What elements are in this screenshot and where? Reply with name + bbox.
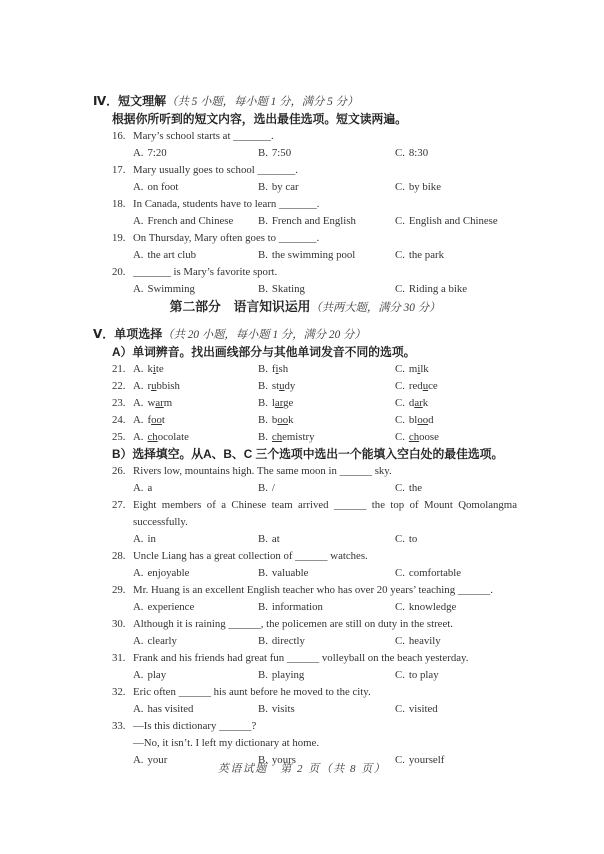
option-a <box>133 179 258 196</box>
option-a <box>133 429 258 446</box>
question-block <box>93 128 517 162</box>
option-text: fish <box>271 363 289 375</box>
option-c <box>395 633 517 650</box>
question-block <box>93 196 517 230</box>
option-label: B. <box>258 147 268 159</box>
option-row <box>93 599 517 616</box>
option-label: B. <box>258 431 268 443</box>
option-label: B. <box>258 482 268 494</box>
option-b <box>258 633 395 650</box>
option-text: information <box>271 601 323 613</box>
option-c <box>395 395 517 412</box>
option-text: Skating <box>271 283 305 295</box>
question-number <box>112 633 133 650</box>
option-c <box>395 361 517 378</box>
option-text: milk <box>408 363 429 375</box>
option-text: play <box>147 669 167 681</box>
option-c <box>395 429 517 446</box>
option-text: the swimming pool <box>271 249 356 261</box>
option-text: English and Chinese <box>408 215 498 227</box>
question-number: 27. <box>112 499 126 511</box>
page-footer: 英语试题 第 2 页（共 8 页） <box>217 763 387 775</box>
option-text: in <box>147 533 156 545</box>
option-text: dark <box>408 397 429 409</box>
option-c <box>395 599 517 616</box>
question-line <box>93 684 517 701</box>
option-a <box>133 480 258 497</box>
question-number <box>112 281 133 298</box>
option-text: rubbish <box>147 380 180 392</box>
option-label: A. <box>133 397 144 409</box>
part2-score-note: （共两大题，满分 30 分） <box>310 302 441 314</box>
option-c <box>395 213 517 230</box>
option-b <box>258 429 395 446</box>
section5-heading <box>93 326 517 344</box>
question-line: —No, it isn’t. I left my dictionary at home. <box>133 737 320 749</box>
option-label: C. <box>395 635 405 647</box>
option-label: B. <box>258 567 268 579</box>
question-text: Mr. Huang is an excellent English teacher who has over 20 years’ teaching ______. <box>133 584 493 596</box>
option-c <box>395 281 517 298</box>
option-text: kite <box>147 363 164 375</box>
option-text: your <box>147 754 168 766</box>
option-text: enjoyable <box>147 567 190 579</box>
part2-title: 第二部分 语言知识运用 <box>169 299 311 314</box>
option-c <box>395 412 517 429</box>
option-a <box>133 247 258 264</box>
question-block <box>93 650 517 684</box>
option-text: Riding a bike <box>408 283 468 295</box>
option-label: C. <box>395 147 405 159</box>
question-line <box>93 128 517 145</box>
option-label: C. <box>395 397 405 409</box>
option-label: A. <box>133 703 144 715</box>
question-number: 33. <box>112 720 126 732</box>
question-text: Mary usually goes to school _______. <box>133 164 298 176</box>
question-number: 29. <box>112 584 126 596</box>
question-line <box>93 548 517 565</box>
option-label: A. <box>133 181 144 193</box>
option-text: / <box>271 482 275 494</box>
phonetic-questions <box>93 361 517 446</box>
option-label: B. <box>258 635 268 647</box>
option-text: by bike <box>408 181 441 193</box>
option-row <box>93 412 517 429</box>
option-label: C. <box>395 215 405 227</box>
option-label: B. <box>258 181 268 193</box>
option-a <box>133 667 258 684</box>
option-text: 7:50 <box>271 147 292 159</box>
option-b <box>258 281 395 298</box>
option-row <box>93 281 517 298</box>
option-c <box>395 565 517 582</box>
option-row <box>93 361 517 378</box>
question-block <box>93 162 517 196</box>
option-label: C. <box>395 567 405 579</box>
option-a <box>133 361 258 378</box>
option-text: directly <box>271 635 305 647</box>
option-label: B. <box>258 601 268 613</box>
option-label: A. <box>133 567 144 579</box>
option-b <box>258 531 395 548</box>
option-text: experience <box>147 601 195 613</box>
option-label: C. <box>395 754 405 766</box>
option-label: B. <box>258 363 268 375</box>
option-row <box>93 179 517 196</box>
option-a <box>133 633 258 650</box>
option-text: reduce <box>408 380 438 392</box>
question-number <box>112 213 133 230</box>
question-number <box>112 480 133 497</box>
option-text: knowledge <box>408 601 457 613</box>
option-text: comfortable <box>408 567 462 579</box>
option-text: the art club <box>147 249 197 261</box>
option-a <box>133 378 258 395</box>
question-number <box>112 179 133 196</box>
option-a <box>133 145 258 162</box>
part2-header <box>93 298 517 317</box>
subsection-a-heading: A）单词辨音。找出画线部分与其他单词发音不同的选项。 <box>112 345 416 359</box>
option-text: foot <box>147 414 165 426</box>
question-number: 20. <box>112 266 126 278</box>
option-text: 8:30 <box>408 147 429 159</box>
option-row <box>93 633 517 650</box>
option-text: blood <box>408 414 434 426</box>
section4-heading <box>93 93 517 111</box>
option-label: A. <box>133 363 144 375</box>
question-text: _______ is Mary’s favorite sport. <box>133 266 278 278</box>
question-block <box>93 497 517 548</box>
question-text: Uncle Liang has a great collection of ______ watches. <box>133 550 368 562</box>
option-text: clearly <box>147 635 177 647</box>
question-number: 23. <box>112 397 126 409</box>
option-c <box>395 667 517 684</box>
option-text: visited <box>408 703 438 715</box>
option-text: by car <box>271 181 299 193</box>
option-text: a <box>147 482 153 494</box>
question-line <box>93 230 517 247</box>
option-label: B. <box>258 283 268 295</box>
page-content <box>93 93 517 769</box>
option-c <box>395 531 517 548</box>
question-line <box>93 162 517 179</box>
option-b <box>258 701 395 718</box>
option-b <box>258 480 395 497</box>
question-text: Although it is raining ______, the policemen are still on duty in the street. <box>133 618 453 630</box>
option-text: the <box>408 482 423 494</box>
question-text: Mary’s school starts at _______. <box>133 130 274 142</box>
option-label: A. <box>133 431 144 443</box>
option-row <box>93 701 517 718</box>
option-c <box>395 480 517 497</box>
question-text: —Is this dictionary ______? <box>133 720 257 732</box>
option-b <box>258 361 395 378</box>
option-text: French and English <box>271 215 356 227</box>
subsection-b-heading: B）选择填空。从A、B、C 三个选项中选出一个能填入空白处的最佳选项。 <box>112 447 504 461</box>
option-label: B. <box>258 397 268 409</box>
option-label: C. <box>395 601 405 613</box>
option-label: A. <box>133 754 144 766</box>
question-number <box>112 531 133 548</box>
option-b <box>258 145 395 162</box>
option-label: B. <box>258 669 268 681</box>
option-text: has visited <box>147 703 194 715</box>
question-block <box>93 616 517 650</box>
option-text: chocolate <box>147 431 189 443</box>
option-label: A. <box>133 249 144 261</box>
option-text: the park <box>408 249 444 261</box>
option-b <box>258 412 395 429</box>
question-number: 18. <box>112 198 126 210</box>
question-block <box>93 684 517 718</box>
option-row <box>93 145 517 162</box>
option-label: A. <box>133 414 144 426</box>
question-block <box>93 548 517 582</box>
option-text: chemistry <box>271 431 315 443</box>
question-number: 24. <box>112 414 126 426</box>
option-label: C. <box>395 533 405 545</box>
option-text: book <box>271 414 294 426</box>
option-a <box>133 599 258 616</box>
option-row <box>93 667 517 684</box>
option-c <box>395 145 517 162</box>
option-text: large <box>271 397 294 409</box>
option-a <box>133 213 258 230</box>
option-a <box>133 701 258 718</box>
option-row <box>93 395 517 412</box>
option-text: to <box>408 533 418 545</box>
option-label: B. <box>258 249 268 261</box>
question-line <box>93 196 517 213</box>
option-c <box>395 378 517 395</box>
option-b <box>258 667 395 684</box>
section5-title: Ⅴ．单项选择 <box>93 327 163 341</box>
question-number: 30. <box>112 618 126 630</box>
question-number <box>112 701 133 718</box>
option-text: playing <box>271 669 305 681</box>
question-number: 17. <box>112 164 126 176</box>
option-label: B. <box>258 754 268 766</box>
option-label: C. <box>395 414 405 426</box>
section4-score-note: （共 5 小题，每小题 1 分，满分 5 分） <box>166 96 359 108</box>
option-text: yourself <box>408 754 445 766</box>
question-number: 31. <box>112 652 126 664</box>
question-block <box>93 230 517 264</box>
option-label: A. <box>133 215 144 227</box>
option-b <box>258 247 395 264</box>
option-text: study <box>271 380 296 392</box>
option-row <box>93 429 517 446</box>
option-label: C. <box>395 363 405 375</box>
option-row <box>93 565 517 582</box>
option-label: B. <box>258 703 268 715</box>
question-number: 21. <box>112 363 126 375</box>
question-number: 26. <box>112 465 126 477</box>
question-number: 25. <box>112 431 126 443</box>
option-a <box>133 281 258 298</box>
option-c <box>395 179 517 196</box>
question-line <box>93 582 517 599</box>
option-label: B. <box>258 414 268 426</box>
question-number <box>112 599 133 616</box>
question-block <box>93 463 517 497</box>
option-row <box>93 378 517 395</box>
question-number <box>112 145 133 162</box>
section4-title: Ⅳ．短文理解 <box>93 94 167 108</box>
option-text: choose <box>408 431 439 443</box>
option-label: C. <box>395 181 405 193</box>
question-number: 19. <box>112 232 126 244</box>
section4-questions <box>93 128 517 298</box>
option-label: A. <box>133 482 144 494</box>
question-text: Eric often ______ his aunt before he moved to the city. <box>133 686 371 698</box>
option-b <box>258 213 395 230</box>
question-line <box>93 718 517 735</box>
question-number <box>112 667 133 684</box>
question-number: 16. <box>112 130 126 142</box>
question-line <box>93 264 517 281</box>
option-label: A. <box>133 669 144 681</box>
question-line <box>93 463 517 480</box>
question-block <box>93 582 517 616</box>
option-row <box>93 247 517 264</box>
question-number: 22. <box>112 380 126 392</box>
question-number: 28. <box>112 550 126 562</box>
option-row <box>93 480 517 497</box>
option-a <box>133 395 258 412</box>
option-label: C. <box>395 283 405 295</box>
option-c <box>395 247 517 264</box>
option-label: B. <box>258 215 268 227</box>
section4-instruction: 根据你所听到的短文内容，选出最佳选项。短文读两遍。 <box>112 112 407 126</box>
option-label: C. <box>395 249 405 261</box>
option-a <box>133 412 258 429</box>
question-number: 32. <box>112 686 126 698</box>
option-label: C. <box>395 703 405 715</box>
option-a <box>133 531 258 548</box>
option-label: B. <box>258 533 268 545</box>
option-label: A. <box>133 283 144 295</box>
option-text: Swimming <box>147 283 195 295</box>
option-label: C. <box>395 669 405 681</box>
option-b <box>258 378 395 395</box>
option-label: C. <box>395 380 405 392</box>
option-b <box>258 395 395 412</box>
option-text: on foot <box>147 181 179 193</box>
question-number <box>112 565 133 582</box>
option-text: 7:20 <box>147 147 167 159</box>
option-label: C. <box>395 482 405 494</box>
option-label: A. <box>133 533 144 545</box>
option-text: warm <box>147 397 173 409</box>
option-text: to play <box>408 669 439 681</box>
option-text: at <box>271 533 280 545</box>
question-line <box>93 497 517 514</box>
option-label: C. <box>395 431 405 443</box>
option-b <box>258 599 395 616</box>
question-line: successfully. <box>133 516 188 528</box>
question-text: In Canada, students have to learn _______. <box>133 198 320 210</box>
option-c <box>395 701 517 718</box>
option-row <box>93 531 517 548</box>
option-text: yours <box>271 754 296 766</box>
section5-questions <box>93 463 517 769</box>
question-text: Frank and his friends had great fun ______ volleyball on the beach yesterday. <box>133 652 469 664</box>
option-b <box>258 565 395 582</box>
option-label: A. <box>133 601 144 613</box>
question-line <box>93 650 517 667</box>
option-text: visits <box>271 703 295 715</box>
option-row <box>93 213 517 230</box>
option-b <box>258 179 395 196</box>
option-text: valuable <box>271 567 309 579</box>
option-a <box>133 565 258 582</box>
question-text: Eight members of a Chinese team arrived ______ the top of Mount Qomolangma <box>133 499 517 511</box>
option-label: A. <box>133 380 144 392</box>
section5-score-note: （共 20 小题，每小题 1 分，满分 20 分） <box>162 329 366 341</box>
option-text: heavily <box>408 635 441 647</box>
question-line <box>93 616 517 633</box>
option-label: B. <box>258 380 268 392</box>
question-number <box>112 247 133 264</box>
question-block <box>93 264 517 298</box>
question-text: Rivers low, mountains high. The same moon in ______ sky. <box>133 465 392 477</box>
option-text: French and Chinese <box>147 215 234 227</box>
question-text: On Thursday, Mary often goes to _______. <box>133 232 320 244</box>
option-label: A. <box>133 635 144 647</box>
option-label: A. <box>133 147 144 159</box>
